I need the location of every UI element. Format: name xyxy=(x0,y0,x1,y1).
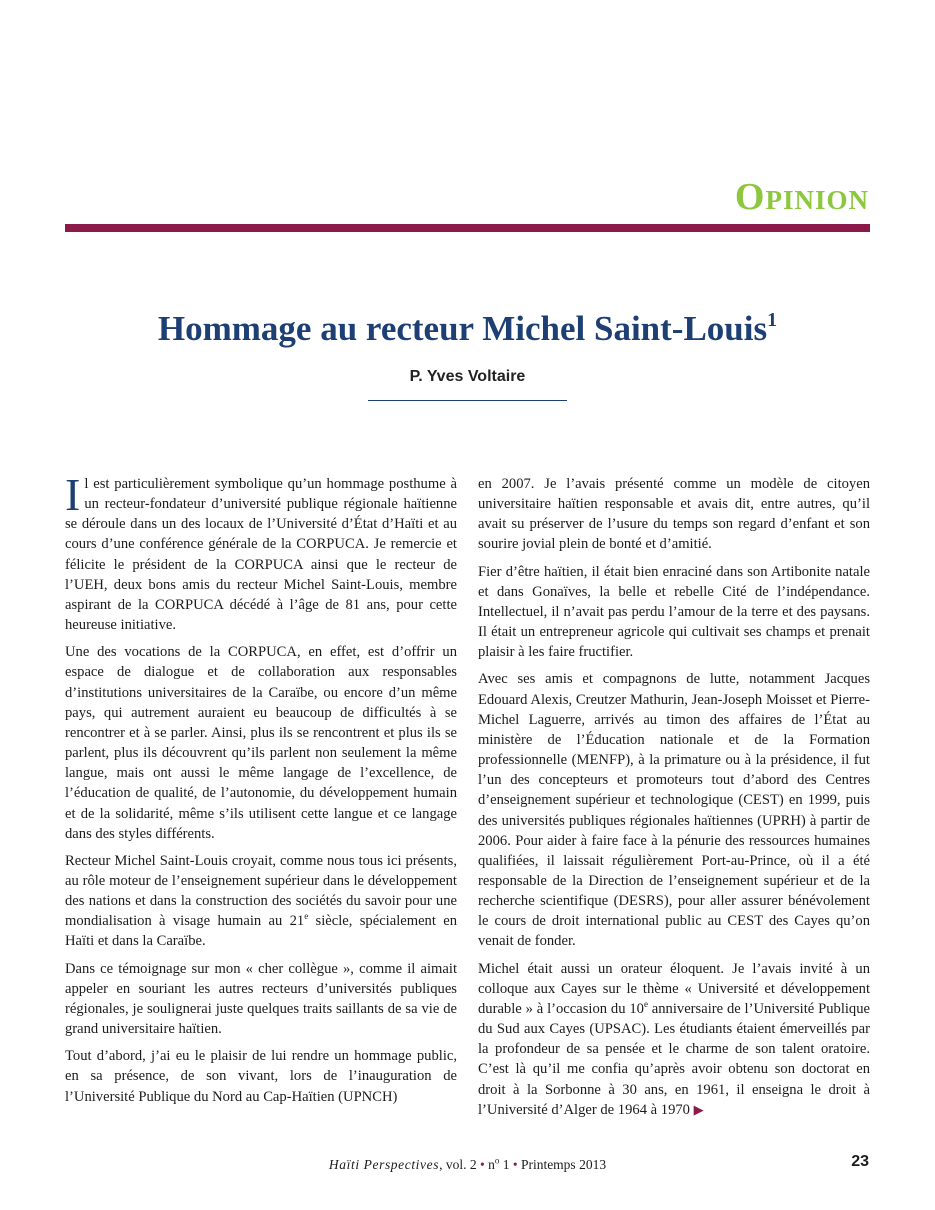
column-left xyxy=(65,469,458,1114)
paragraph-text: Michel était aussi un orateur éloquent. Je l’avais invité à un colloque aux Cayes sur le thème « Université et développement durable » à l’occasion du 10 xyxy=(478,960,870,1017)
header-rule xyxy=(65,224,870,232)
title-text: Hommage au recteur Michel Saint-Louis xyxy=(157,309,768,348)
drop-cap: I xyxy=(65,469,81,520)
bullet-icon: • xyxy=(479,1157,485,1172)
ordinal-sup: e xyxy=(643,999,648,1010)
author: P. Yves Voltaire xyxy=(409,368,526,385)
paragraph-text: siècle, spécialement en Haïti et dans la Caraïbe. xyxy=(65,913,458,950)
paragraph: Dans ce témoignage sur mon « cher collègue », comme il aimait appeler en souriant les autres recteurs d’universités publiques régionales, je soulignerai juste quelques traits saillants de sa vie de grand universitaire haïtien. xyxy=(65,960,457,1038)
footnote-ref: 1 xyxy=(767,309,778,331)
paragraph: en 2007. Je l’avais présenté comme un modèle de citoyen universitaire haïtien responsable et avais dit, entre autres, qu’il avait su préserver de l’usure du temps son regard d’enfant et son sourire jovial plein de bonté et d’amitié. xyxy=(478,476,870,553)
paragraph: Tout d’abord, j’ai eu le plaisir de lui rendre un hommage public, en sa présence, de son vivant, lors de l’inauguration de l’Université Publique du Nord au Cap-Haïtien (UPNCH) xyxy=(65,1048,457,1105)
bullet-icon: • xyxy=(512,1157,518,1172)
paragraph xyxy=(478,959,870,1120)
column-right xyxy=(478,474,870,1127)
article-title xyxy=(0,307,935,351)
footer-season: Printemps 2013 xyxy=(517,1157,607,1172)
author-rule xyxy=(368,400,567,401)
paragraph-text: Recteur Michel Saint-Louis croyait, comme nous tous ici présents, au rôle moteur de l’enseignement supérieur dans le développement des nations et dans la construction des sociétés du savoir pour une mondialisation à visage humain au 21 xyxy=(65,852,457,930)
paragraph-text: l est particulièrement symbolique qu’un hommage posthume à un recteur-fondateur d’université publique régionale haïtienne se déroule dans un des locaux de l’Université d’État d’Haïti et au cours d’une conférence générale de la CORPUCA. Je remercie et félicite le président de la CORPUCA ainsi que le recteur de l’UEH, deux bons amis du recteur Michel Saint-Louis, membre aspirant de la CORPUCA décédé à l’âge de 81 ans, pour cette heureuse initiative. xyxy=(65,476,457,634)
footer-volume: , vol. 2 xyxy=(439,1157,480,1172)
paragraph: Fier d’être haïtien, il était bien enraciné dans son Artibonite natale et dans Gonaïves, la belle et rebelle Cité de l’indépendance. Intellectuel, il n’avait pas perdu l’amour de la terre et des paysans. Il était un entrepreneur agricole qui cultivait ses champs et prenait plaisir à les faire fructifier. xyxy=(478,563,870,661)
paragraph xyxy=(65,851,457,952)
paragraph: Avec ses amis et compagnons de lutte, notamment Jacques Edouard Alexis, Creutzer Mathurin, Jean-Joseph Moisset et Pierre-Michel Laguerre, arrivés au timon des affaires de l’État au ministère de l’Éducation nationale et de la Formation professionnelle (MENFP), à la primature ou à la présidence, il fut l’un des concepteurs et promoteurs tout d’abord des Centres d’enseignement supérieur et technologique (CEST) en 1999, puis des universités publiques régionales haïtiennes (UPRH) à partir de 2006. Pour aider à faire face à la pénurie des ressources humaines qualifiées, il laissait régulièrement Port-au-Prince, où il a été responsable de la Direction de l’enseignement supérieur et de la recherche scientifique (DESRS), pour aller assurer bénévolement le cours de droit international public au CEST des Cayes qu’on venait de fonder. xyxy=(478,671,870,950)
footer-number: 1 xyxy=(499,1157,513,1172)
right-triangle-icon: ▶ xyxy=(693,1101,704,1117)
footer-number-sup: o xyxy=(494,1155,500,1166)
footer xyxy=(0,1156,935,1174)
paragraph xyxy=(65,469,457,635)
paragraph-text: anniversaire de l’Université Publique du Sud aux Cayes (UPSAC). Les étudiants étaient émerveillés par la profondeur de sa pensée et le charme de son talent oratoire. C’est là qu’il me confia qu’après avoir obtenu son doctorat en droit à la Sorbonne à 30 ans, en 1961, il enseigna le droit à l’Université d’Alger de 1964 à 1970 xyxy=(478,1000,871,1118)
section-label: Opinion xyxy=(734,176,869,218)
ordinal-sup: e xyxy=(304,911,309,922)
paragraph: Une des vocations de la CORPUCA, en effet, est d’offrir un espace de dialogue et de collaboration aux responsables d’institutions universitaires de la Caraïbe, ou encore d’un même pays, qui autrement auraient eu beaucoup de difficultés à se rencontrer et à se parler. Ainsi, plus ils se rencontrent et plus ils se parlent, plus ils découvrent qu’ils parlent non seulement la même langue, mais ont aussi le même langage de l’excellence, de l’éducation de qualité, de l’autonomie, du développement humain et de la solidarité, même s’ils utilisent cette langue et ce langage dans des styles différents. xyxy=(65,644,457,842)
page-number: 23 xyxy=(851,1153,869,1170)
journal-name: Haïti Perspectives xyxy=(328,1157,440,1172)
footer-number-prefix: n xyxy=(484,1157,495,1172)
